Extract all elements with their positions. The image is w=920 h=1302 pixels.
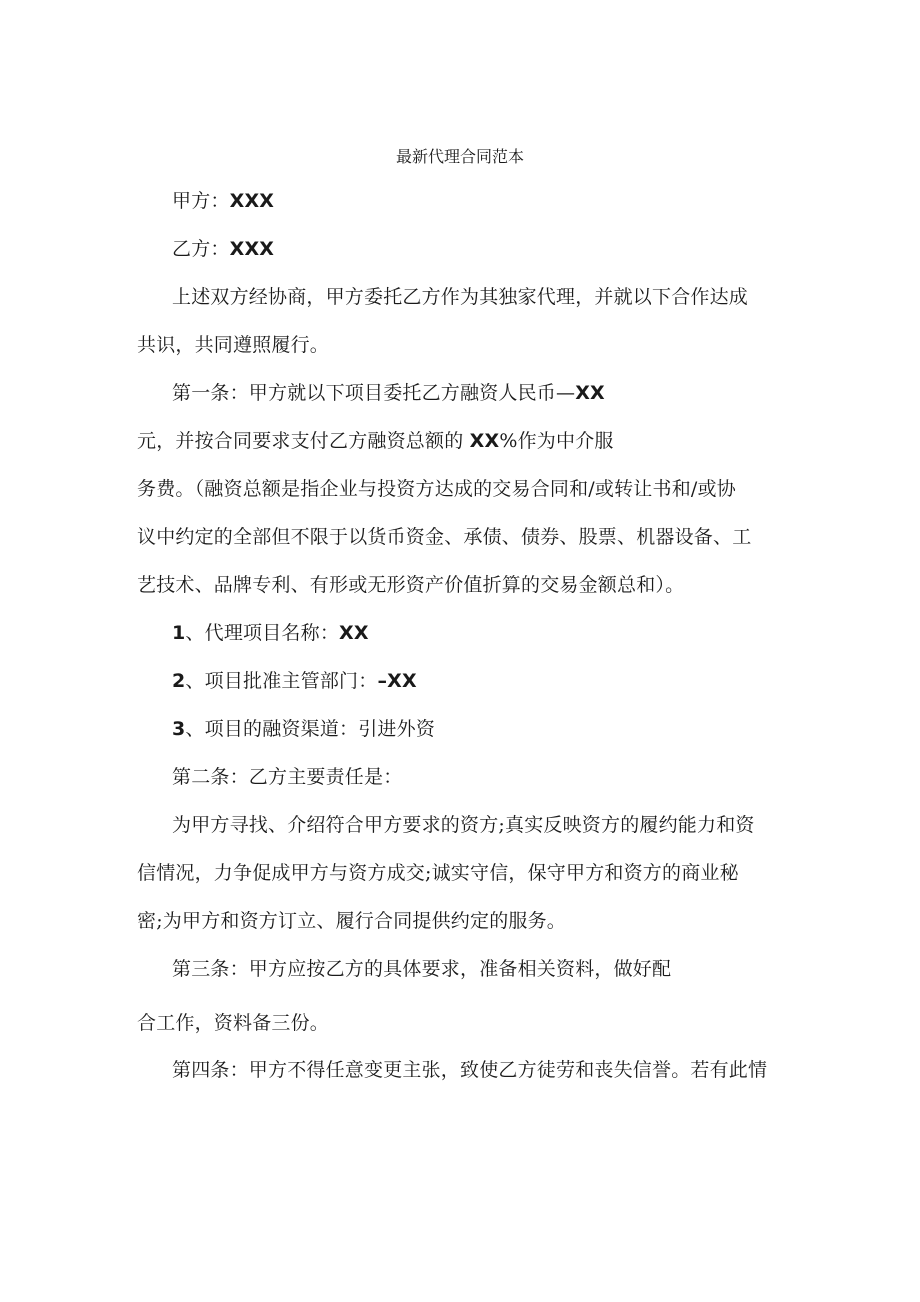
article-3-line-1: 第三条：甲方应按乙方的具体要求，准备相关资料，做好配 [172, 958, 672, 980]
item-1 [172, 621, 369, 645]
article-3-line-2: 合工作，资料备三份。 [137, 1012, 330, 1034]
article-1-line-2-a: 元，并按合同要求支付乙方融资总额的 [137, 430, 470, 452]
article-2-line-3: 密;为甲方和资方订立、履行合同提供约定的服务。 [137, 910, 567, 932]
item-1-number: 1 [172, 622, 186, 644]
document-title: 最新代理合同范本 [395, 147, 524, 166]
article-2-line-1: 为甲方寻找、介绍符合甲方要求的资方;真实反映资方的履约能力和资 [172, 814, 755, 836]
party-b-value: XXX [229, 238, 275, 260]
article-1-line-5: 艺技术、品牌专利、有形或无形资产价值折算的交易金额总和）。 [137, 574, 685, 596]
article-1-line-4: 议中约定的全部但不限于以货币资金、承债、债券、股票、机器设备、工 [137, 526, 752, 548]
article-1-line-1 [172, 381, 605, 405]
article-2-line-2: 信情况，力争促成甲方与资方成交;诚实守信，保守甲方和资方的商业秘 [137, 862, 739, 884]
party-a-value: XXX [229, 190, 275, 212]
commission-rate-value: XX [469, 430, 500, 452]
item-3-number: 3 [172, 718, 186, 740]
article-4-line-1: 第四条：甲方不得任意变更主张，致使乙方徒劳和丧失信誉。若有此情 [172, 1059, 768, 1081]
item-2-number: 2 [172, 670, 186, 692]
item-1-value: XX [339, 622, 369, 644]
item-3 [172, 717, 435, 741]
financing-amount-value: XX [575, 382, 605, 404]
party-b-label: 乙方： [172, 238, 230, 260]
article-1-line-2-b: %作为中介服 [499, 430, 614, 452]
article-1-line-2 [137, 429, 614, 453]
party-a-line [172, 189, 274, 213]
intro-line-2: 共识，共同遵照履行。 [137, 334, 330, 356]
party-a-label: 甲方： [172, 190, 230, 212]
item-2-value: –XX [377, 670, 417, 692]
item-2-text: 、项目批准主管部门： [185, 670, 378, 692]
item-2 [172, 669, 417, 693]
item-3-text: 、项目的融资渠道：引进外资 [185, 718, 436, 740]
article-1-line-3: 务费。（融资总额是指企业与投资方达成的交易合同和/或转让书和/或协 [137, 478, 736, 500]
item-1-text: 、代理项目名称： [185, 622, 340, 644]
party-b-line [172, 237, 274, 261]
article-1-text: 第一条：甲方就以下项目委托乙方融资人民币— [172, 382, 576, 404]
intro-line-1: 上述双方经协商，甲方委托乙方作为其独家代理，并就以下合作达成 [172, 286, 749, 308]
article-2-heading: 第二条：乙方主要责任是： [172, 766, 403, 788]
